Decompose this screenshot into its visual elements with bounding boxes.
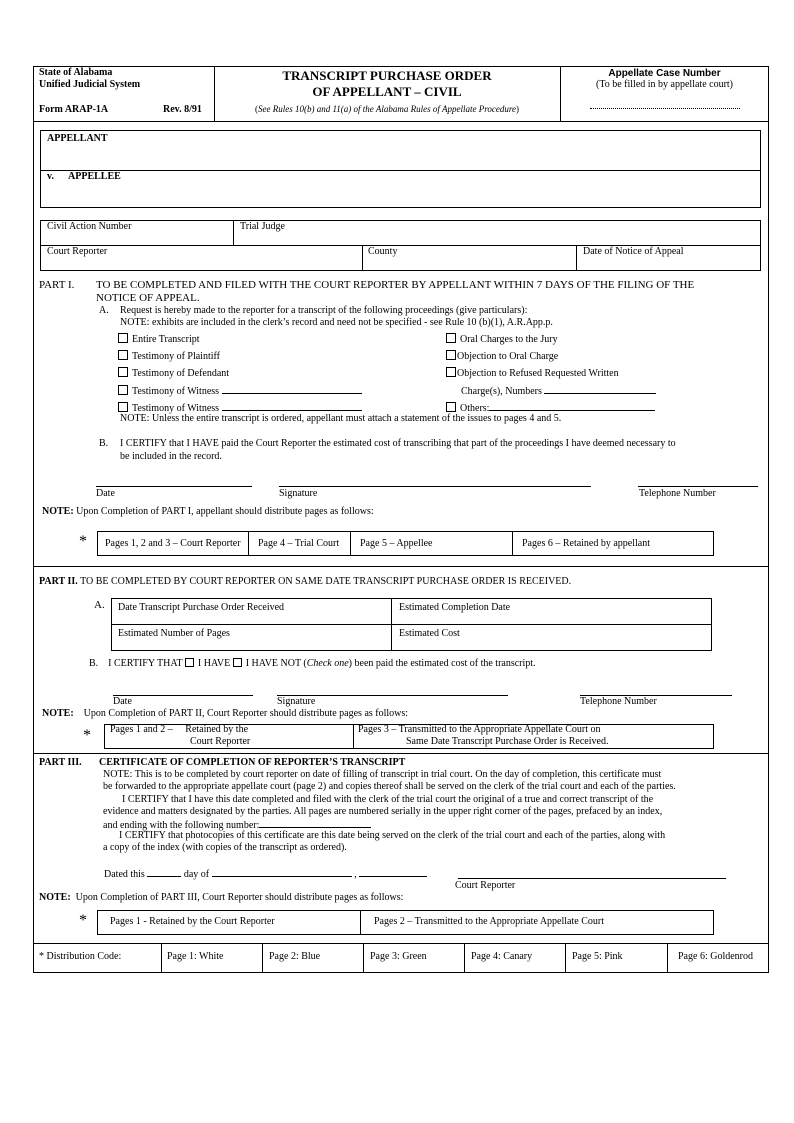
part1-dist-div-2 [350, 531, 351, 556]
part3-cert2-line2: a copy of the index (with copies of the transcript as ordered). [103, 842, 347, 853]
part1-dist-appellant: Pages 6 – Retained by appellant [522, 538, 651, 549]
distribution-code-page5: Page 5: Pink [572, 951, 623, 962]
part1-dist-div-1 [248, 531, 249, 556]
part1-date-line[interactable] [96, 486, 252, 487]
note-label: NOTE: [42, 506, 74, 517]
part1-a-label: A. [99, 305, 109, 316]
part2-dist-pages-1-2: Pages 1 and 2 – Retained by the [110, 724, 249, 735]
checkbox-label: Testimony of Defendant [132, 368, 230, 379]
checkbox-label: Oral Charges to the Jury [460, 334, 558, 345]
form-revision: Rev. 8/91 [163, 104, 202, 115]
case-info-vdiv-1 [233, 220, 234, 245]
distribution-code-page6: Page 6: Goldenrod [678, 951, 753, 962]
part1-a-text: Request is hereby made to the reporter for a transcript of the following proceedings (give particulars): [120, 305, 528, 316]
part3-distribution-note [39, 892, 403, 903]
part1-part2-rule [33, 566, 769, 567]
checkbox-testimony-plaintiff[interactable] [118, 350, 220, 362]
checkbox-i-have[interactable] [185, 658, 194, 667]
checkbox-objection-oral-charge[interactable] [446, 350, 558, 362]
part2-estimates-hdiv [111, 624, 712, 625]
checkbox-square[interactable] [446, 402, 456, 412]
part3-note-line1: NOTE: This is to be completed by court reporter on date of filling of transcript in trial court. On the day of completion, this certificate must [103, 769, 662, 780]
part1-dist-trial-court: Page 4 – Trial Court [258, 538, 340, 549]
checkbox-square[interactable] [118, 402, 128, 412]
part1-signature-label: Signature [279, 488, 318, 499]
following-number-field[interactable] [259, 818, 371, 828]
part2-certify-label: I CERTIFY THAT [108, 658, 183, 669]
part3-heading: CERTIFICATE OF COMPLETION OF REPORTER’S TRANSCRIPT [99, 757, 406, 768]
charges-numbers-label: Charge(s), Numbers [461, 386, 542, 397]
checkbox-square[interactable] [446, 350, 456, 360]
checkbox-i-have-not[interactable] [233, 658, 242, 667]
part3-dist-page-1: Pages 1 - Retained by the Court Reporter [110, 916, 275, 927]
parties-divider [40, 170, 761, 171]
part1-telephone-line[interactable] [638, 486, 758, 487]
checkbox-objection-refused[interactable] [446, 367, 619, 379]
witness-2-field[interactable] [222, 401, 362, 411]
distribution-code-page4: Page 4: Canary [471, 951, 533, 962]
part2-distribution-note [42, 708, 408, 719]
part2-heading [39, 576, 571, 587]
state-name: State of Alabama [39, 67, 113, 78]
part1-heading-line1: TO BE COMPLETED AND FILED WITH THE COURT REPORTER BY APPELLANT WITHIN 7 DAYS OF THE FILING OF THE [96, 279, 695, 291]
dated-this-label: Dated this [104, 869, 145, 880]
subtitle-paren-open: ( [254, 104, 258, 114]
estimated-completion-field[interactable]: Estimated Completion Date [399, 602, 511, 613]
part1-dist-court-reporter: Pages 1, 2 and 3 – Court Reporter [105, 538, 241, 549]
date-notice-of-appeal-field[interactable]: Date of Notice of Appeal [583, 246, 684, 257]
checkbox-label: Testimony of Witness [132, 403, 220, 414]
part3-note-line2: be forwarded to the appropriate appellate court (page 2) and copies thereof shall be served on the clerk of the trial court and each of the parties. [103, 781, 676, 792]
subtitle-text: See Rules 10(b) and 11(a) of the Alabama Rules of Appellate Procedure [257, 104, 517, 114]
header-bottom-rule [33, 121, 769, 122]
civil-action-number-field[interactable]: Civil Action Number [47, 221, 132, 232]
checkbox-testimony-defendant[interactable] [118, 367, 229, 379]
part1-b-text-line1: I CERTIFY that I HAVE paid the Court Reporter the estimated cost of transcribing that part of the proceedings I have deemed necessary to [120, 438, 676, 449]
part3-cert1-line2: evidence and matters designated by the parties. All pages are numbered serially in the upper right corner of the pages, prefaced by an index, [103, 806, 663, 817]
part2-telephone-label: Telephone Number [580, 696, 657, 707]
appellant-label: APPELLANT [47, 133, 108, 144]
appellee-field[interactable] [47, 184, 747, 206]
checkbox-label: Objection to Oral Charge [457, 351, 559, 362]
dist-code-div-1 [161, 943, 162, 973]
witness-1-field[interactable] [222, 384, 362, 394]
part3-court-reporter-line[interactable] [458, 878, 726, 879]
part2-a-label: A. [94, 599, 105, 611]
checkbox-square[interactable] [118, 350, 128, 360]
checkbox-label: Entire Transcript [132, 334, 200, 345]
estimated-pages-field[interactable]: Estimated Number of Pages [118, 628, 230, 639]
i-have-label: I HAVE [197, 658, 231, 669]
appellee-label: APPELLEE [68, 171, 121, 182]
part1-heading-line2: NOTICE OF APPEAL. [96, 292, 200, 304]
appellate-case-number-label: Appellate Case Number [608, 68, 721, 79]
dist-code-div-4 [464, 943, 465, 973]
dated-month-field[interactable] [212, 867, 352, 877]
dated-day-field[interactable] [147, 867, 181, 877]
part1-signature-line[interactable] [279, 486, 591, 487]
part1-star: * [79, 533, 87, 550]
versus-label: v. [47, 171, 54, 182]
check-one-label: Check one [306, 658, 349, 669]
dist-code-div-6 [667, 943, 668, 973]
checkbox-square[interactable] [446, 367, 456, 377]
form-subtitle [214, 104, 560, 114]
part2-dist-div [353, 724, 354, 749]
part2-heading-text: TO BE COMPLETED BY COURT REPORTER ON SAME DATE TRANSCRIPT PURCHASE ORDER IS RECEIVED. [80, 576, 572, 587]
part2-date-label: Date [113, 696, 132, 707]
part3-dist-page-2: Pages 2 – Transmitted to the Appropriate Appellate Court [374, 916, 604, 927]
checkbox-square[interactable] [118, 367, 128, 377]
case-info-vdiv-2 [362, 245, 363, 271]
part1-note-statement: NOTE: Unless the entire transcript is ordered, appellant must attach a statement of the issues to pages 4 and 5. [120, 413, 562, 424]
note-text: Upon Completion of PART I, appellant should distribute pages as follows: [76, 506, 374, 517]
part2-part3-rule [33, 753, 769, 754]
charges-numbers-field[interactable] [544, 384, 656, 394]
part2-label: PART II. [39, 576, 78, 587]
day-of-label: day of [183, 869, 210, 880]
checkbox-label: Testimony of Witness [132, 386, 220, 397]
checkbox-square[interactable] [118, 333, 128, 343]
part1-date-label: Date [96, 488, 115, 499]
i-have-not-label: I HAVE NOT ( [245, 658, 307, 669]
court-reporter-field[interactable]: Court Reporter [47, 246, 108, 257]
part2-star: * [83, 727, 91, 744]
form-title-line1: TRANSCRIPT PURCHASE ORDER [282, 68, 492, 83]
part1-dist-div-3 [512, 531, 513, 556]
part3-dist-div [360, 910, 361, 935]
dist-code-div-5 [565, 943, 566, 973]
form-title-line2: OF APPELLANT – CIVIL [312, 84, 462, 99]
part2-signature-label: Signature [277, 696, 316, 707]
form-number: Form ARAP-1A [39, 104, 109, 115]
part1-dist-appellee: Page 5 – Appellee [360, 538, 433, 549]
distribution-code-rule [33, 943, 769, 944]
part3-court-reporter-label: Court Reporter [455, 880, 516, 891]
part2-dist-page-3: Pages 3 – Transmitted to the Appropriate Appellate Court on [358, 724, 601, 735]
part3-dated-line [104, 867, 427, 880]
part3-star: * [79, 912, 87, 929]
county-field[interactable]: County [368, 246, 398, 257]
appellate-case-number-field[interactable] [590, 108, 740, 109]
dist-code-div-3 [363, 943, 364, 973]
checkbox-square[interactable] [446, 333, 456, 343]
part3-cert2-line1: I CERTIFY that photocopies of this certificate are this date being served on the clerk of the trial court and each of the parties, along with [119, 830, 666, 841]
part1-label: PART I. [39, 279, 75, 291]
dated-year-field[interactable] [359, 867, 427, 877]
part3-cert1-line1: I CERTIFY that I have this date completed and filed with the clerk of the trial court the original of a true and correct transcript of the [122, 794, 654, 805]
appellant-field[interactable] [47, 145, 747, 167]
dist-code-div-2 [262, 943, 263, 973]
estimated-cost-field[interactable]: Estimated Cost [399, 628, 460, 639]
part2-dist-pages-1-2-line2: Court Reporter [190, 736, 251, 747]
note-text: Upon Completion of PART III, Court Reporter should distribute pages as follows: [75, 892, 404, 903]
following-number-label: and ending with the following number: [103, 820, 260, 831]
checkbox-label: Testimony of Plaintiff [132, 351, 220, 362]
part2-dist-page-3-line2: Same Date Transcript Purchase Order is Received. [406, 736, 609, 747]
checkbox-label: Objection to Refused Requested Written [457, 368, 619, 379]
trial-judge-field[interactable]: Trial Judge [240, 221, 285, 232]
subtitle-paren-close: ) [516, 104, 520, 114]
certify-end-label: ) been paid the estimated cost of the transcript. [348, 658, 536, 669]
system-name: Unified Judicial System [39, 79, 141, 90]
distribution-code-page1: Page 1: White [167, 951, 224, 962]
part2-estimates-vdiv [391, 598, 392, 651]
distribution-code-label: * Distribution Code: [39, 951, 122, 962]
appellate-case-number-sub: (To be filled in by appellate court) [595, 79, 734, 90]
part2-b-line [89, 658, 536, 669]
distribution-code-page3: Page 3: Green [370, 951, 427, 962]
charges-numbers-line [461, 384, 656, 397]
part1-b-text-line2: be included in the record. [120, 451, 222, 462]
part2-b-label: B. [89, 658, 99, 669]
note-label: NOTE: [42, 708, 74, 719]
checkbox-oral-charges[interactable] [446, 333, 558, 345]
part1-b-label: B. [99, 438, 109, 449]
distribution-code-page2: Page 2: Blue [269, 951, 321, 962]
checkbox-testimony-witness-1[interactable] [118, 384, 362, 397]
note-label: NOTE: [39, 892, 71, 903]
date-received-field[interactable]: Date Transcript Purchase Order Received [118, 602, 285, 613]
dated-comma: , [354, 869, 357, 880]
case-info-vdiv-3 [576, 245, 577, 271]
part2-date-line[interactable] [113, 695, 253, 696]
note-text: Upon Completion of PART II, Court Reporter should distribute pages as follows: [83, 708, 409, 719]
part1-telephone-label: Telephone Number [639, 488, 716, 499]
checkbox-square[interactable] [118, 385, 128, 395]
part1-distribution-note [42, 506, 374, 517]
checkbox-entire-transcript[interactable] [118, 333, 200, 345]
part3-label: PART III. [39, 757, 82, 768]
others-field[interactable] [489, 401, 655, 411]
checkbox-label: Others: [460, 403, 490, 414]
part1-a-note: NOTE: exhibits are included in the clerk’s record and need not be specified - see Rule 10 (b)(1), A.R.App.p. [120, 317, 553, 328]
